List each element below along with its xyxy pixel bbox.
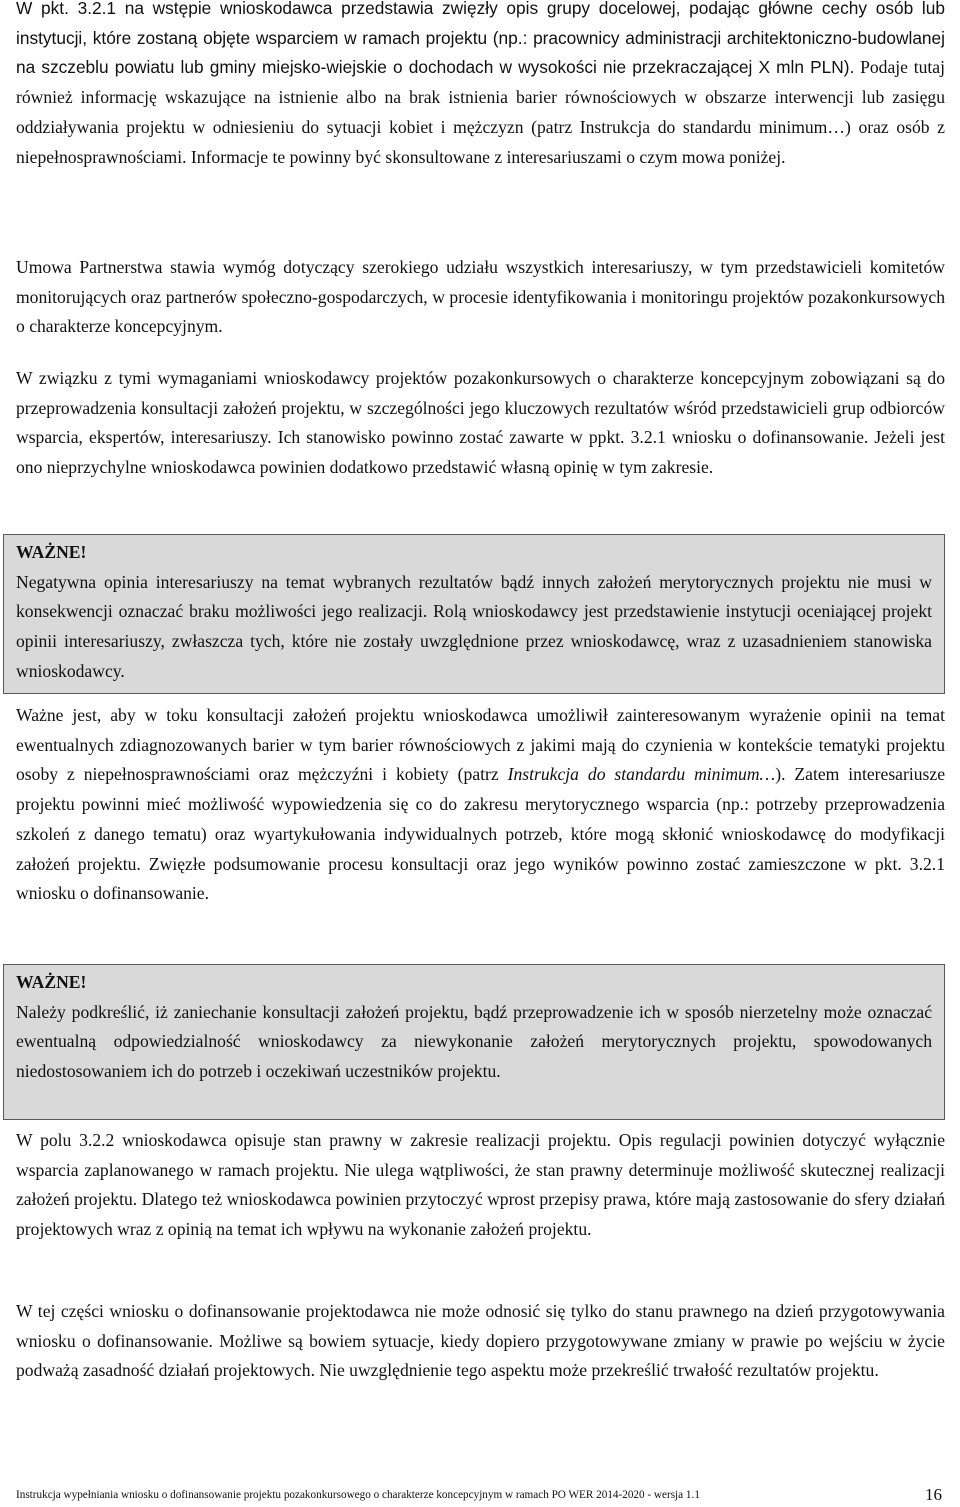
notice-text: Należy podkreślić, iż zaniechanie konsultacji założeń projektu, bądź przeprowadzenie ich w sposób nierzetelny może oznaczać ewentualną odpowiedzialność wnioskodawcy za niewykonanie założeń merytorycznych projektu, spowodowanych niedostosowaniem ich do potrzeb i oczekiwań uczestników projektu. — [16, 1001, 932, 1082]
paragraph-consultation-requirements: W związku z tymi wymaganiami wnioskodawcy projektów pozakonkursowych o charakterze koncepcyjnym zobowiązani są do przeprowadzenia konsultacji założeń projektu, w szczególności jego kluczowych rezultatów wśród przedstawicieli grup odbiorców wsparcia, ekspertów, interesariuszy. Ich stanowisko powinno zostać zawarte w ppkt. 3.2.1 wniosku o dofinansowanie. Jeżeli jest ono nieprzychylne wnioskodawca powinien dodatkowo przedstawić własną opinię w tym zakresie. — [16, 368, 945, 478]
paragraph-legal-changes: W tej części wniosku o dofinansowanie projektodawca nie może odnosić się tylko do stanu prawnego na dzień przygotowywania wniosku o dofinansowanie. Możliwe są bowiem sytuacje, kiedy dopiero przygotowywane zmiany w prawie po wejściu w życie podważą zasadność działań projektowych. Nie uwzględnienie tego aspektu może przekreślić trwałość rezultatów projektu. — [16, 1301, 945, 1381]
notice-box-omitted-consultation — [3, 964, 945, 1120]
notice-text: Negatywna opinia interesariuszy na temat wybranych rezultatów bądź innych założeń merytorycznych projektu nie musi w konsekwencji oznaczać braku możliwości jego realizacji. Rolą wnioskodawcy jest przedstawienie instytucji oceniającej projekt opinii interesariuszy, zwłaszcza tych, które nie zostały uwzględnione przez wnioskodawcę, wraz z uzasadnieniem stanowiska wnioskodawcy. — [16, 571, 932, 681]
page-footer: Instrukcja wypełniania wniosku o dofinansowanie projektu pozakonkursowego o charakterze koncepcyjnym w ramach PO WER 2014-2020 - wersja 1.1 — [16, 1489, 700, 1501]
instruction-reference: Instrukcja do standardu minimum… — [507, 764, 776, 785]
paragraph-partnership-agreement: Umowa Partnerstwa stawia wymóg dotyczący szerokiego udziału wszystkich interesariuszy, w tym przedstawicieli komitetów monitorujących oraz partnerów społeczno-gospodarczych, w procesie identyfikowania i monitoringu projektów pozakonkursowych o charakterze koncepcyjnym. — [16, 257, 945, 337]
paragraph-legal-status: W polu 3.2.2 wnioskodawca opisuje stan prawny w zakresie realizacji projektu. Opis regulacji powinien dotyczyć wyłącznie wsparcia zaplanowanego w ramach projektu. Nie ulega wątpliwości, że stan prawny determinuje możliwość skutecznej realizacji założeń projektu. Dlatego też wnioskodawca powinien przytoczyć wprost przepisy prawa, które mają zastosowanie do sfery działań projektowych wraz z opinią na temat ich wpływu na wykonanie założeń projektu. — [16, 1130, 945, 1240]
paragraph-target-group — [16, 0, 945, 172]
paragraph-consultation-barriers — [16, 701, 945, 909]
paragraph-consultation-barriers-part2: ). Zatem interesariusze projektu powinni mieć możliwość wypowiedzenia się co do zakresu merytorycznego wsparcia (np.: potrzeby przeprowadzenia szkoleń z danego tematu) oraz wyartykułowania indywidualnych potrzeb, które mogą skłonić wnioskodawcę do modyfikacji założeń projektu. Zwięzłe podsumowanie procesu konsultacji oraz jego wyników powinno zostać zamieszczone w pkt. 3.2.1 wniosku o dofinansowanie. — [16, 764, 945, 904]
notice-box-negative-opinion — [3, 534, 945, 694]
paragraph-target-group-lead: W pkt. 3.2.1 na wstępie wnioskodawca przedstawia zwięzły opis grupy docelowej, podając główne cechy osób lub instytucji, które zostaną objęte wsparciem w ramach projektu (np.: pracownicy administracji architektoniczno-budowlanej na szczeblu powiatu lub gminy miejsko-wiejskie o dochodach w wysokości nie przekraczającej X mln PLN). — [16, 0, 945, 78]
page-number: 16 — [925, 1485, 942, 1504]
paragraph-consultation-barriers-part1: Ważne jest, aby w toku konsultacji założeń projektu wnioskodawca umożliwił zainteresowanym wyrażenie opinii na temat ewentualnych zdiagnozowanych barier w tym barier równościowych z jakimi mają do czynienia w kontekście tematyki projektu osoby z niepełnosprawnościami oraz mężczyźni i kobiety (patrz — [16, 705, 945, 785]
notice-heading: WAŻNE! — [16, 972, 87, 992]
notice-heading: WAŻNE! — [16, 542, 87, 562]
paragraph-target-group-rest: Podaje tutaj również informację wskazujące na istnienie albo na brak istnienia barier równościowych w obszarze interwencji lub zasięgu oddziaływania projektu w odniesieniu do sytuacji kobiet i mężczyzn (patrz Instrukcja do standardu minimum…) oraz osób z niepełnosprawnościami. Informacje te powinny być skonsultowane z interesariuszami o czym mowa poniżej. — [16, 57, 945, 167]
